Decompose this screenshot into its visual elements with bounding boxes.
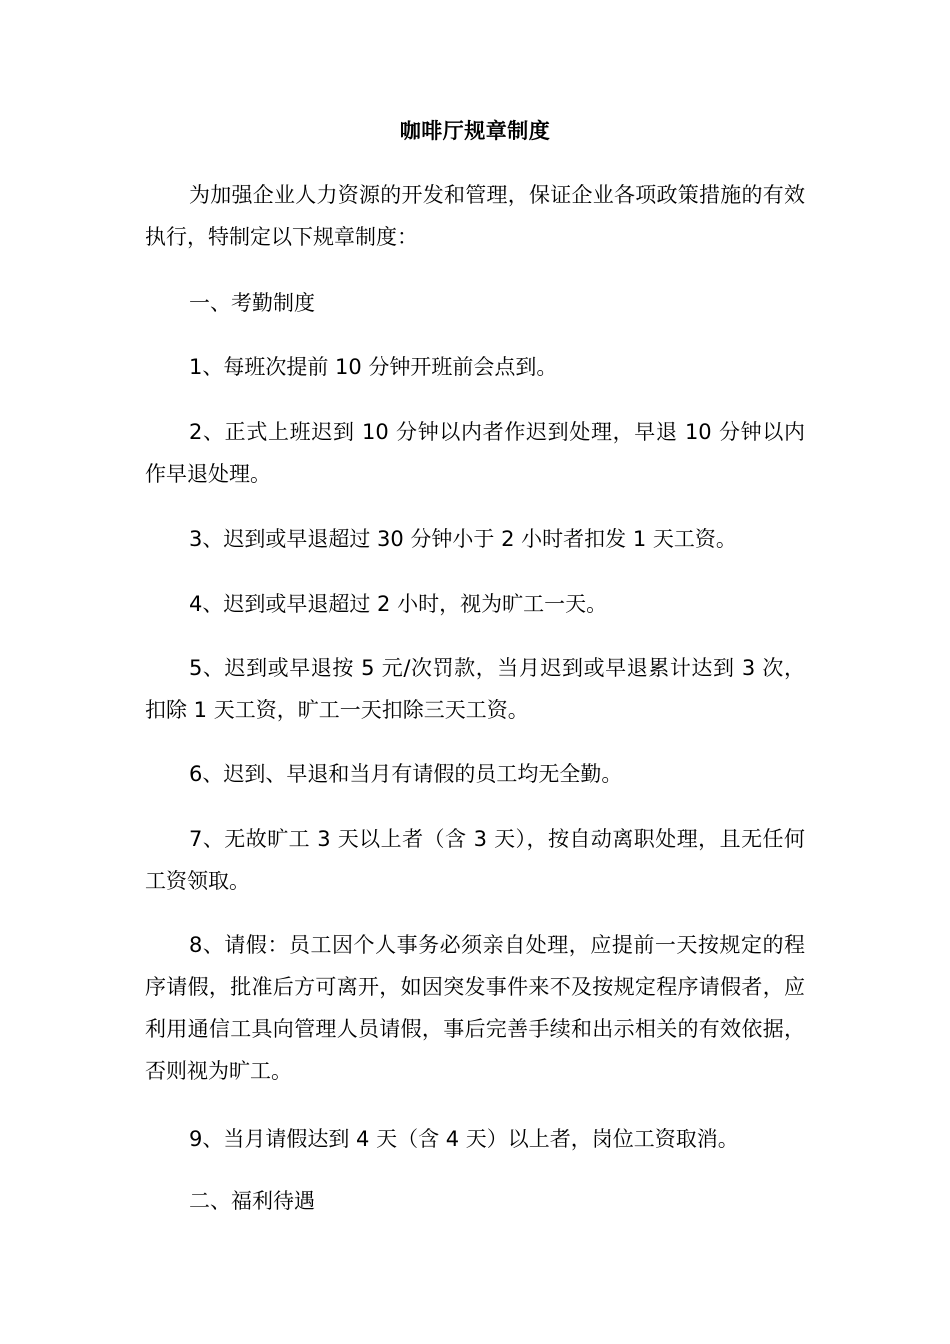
attendance-item-7: 7、无故旷工 3 天以上者（含 3 天），按自动离职处理，且无任何工资领取。 (145, 827, 805, 893)
attendance-item-6: 6、迟到、早退和当月有请假的员工均无全勤。 (189, 762, 623, 786)
attendance-item-1: 1、每班次提前 10 分钟开班前会点到。 (189, 355, 558, 379)
intro-paragraph: 为加强企业人力资源的开发和管理，保证企业各项政策措施的有效执行，特制定以下规章制度： (145, 183, 805, 249)
section-heading-benefits: 二、福利待遇 (189, 1189, 315, 1213)
attendance-item-3: 3、迟到或早退超过 30 分钟小于 2 小时者扣发 1 天工资。 (189, 527, 737, 551)
section-heading-attendance: 一、考勤制度 (189, 291, 315, 315)
attendance-item-2: 2、正式上班迟到 10 分钟以内者作迟到处理，早退 10 分钟以内作早退处理。 (145, 420, 805, 486)
document-title: 咖啡厅规章制度 (399, 119, 551, 143)
attendance-item-9: 9、当月请假达到 4 天（含 4 天）以上者，岗位工资取消。 (189, 1127, 739, 1151)
attendance-item-4: 4、迟到或早退超过 2 小时，视为旷工一天。 (189, 592, 608, 616)
attendance-item-5: 5、迟到或早退按 5 元/次罚款，当月迟到或早退累计达到 3 次，扣除 1 天工资，旷工一天扣除三天工资。 (145, 656, 805, 722)
attendance-item-8: 8、请假：员工因个人事务必须亲自处理，应提前一天按规定的程序请假，批准后方可离开，如因突发事件来不及按规定程序请假者，应利用通信工具向管理人员请假，事后完善手续和出示相关的有效依据，否则视为旷工。 (145, 933, 805, 1083)
